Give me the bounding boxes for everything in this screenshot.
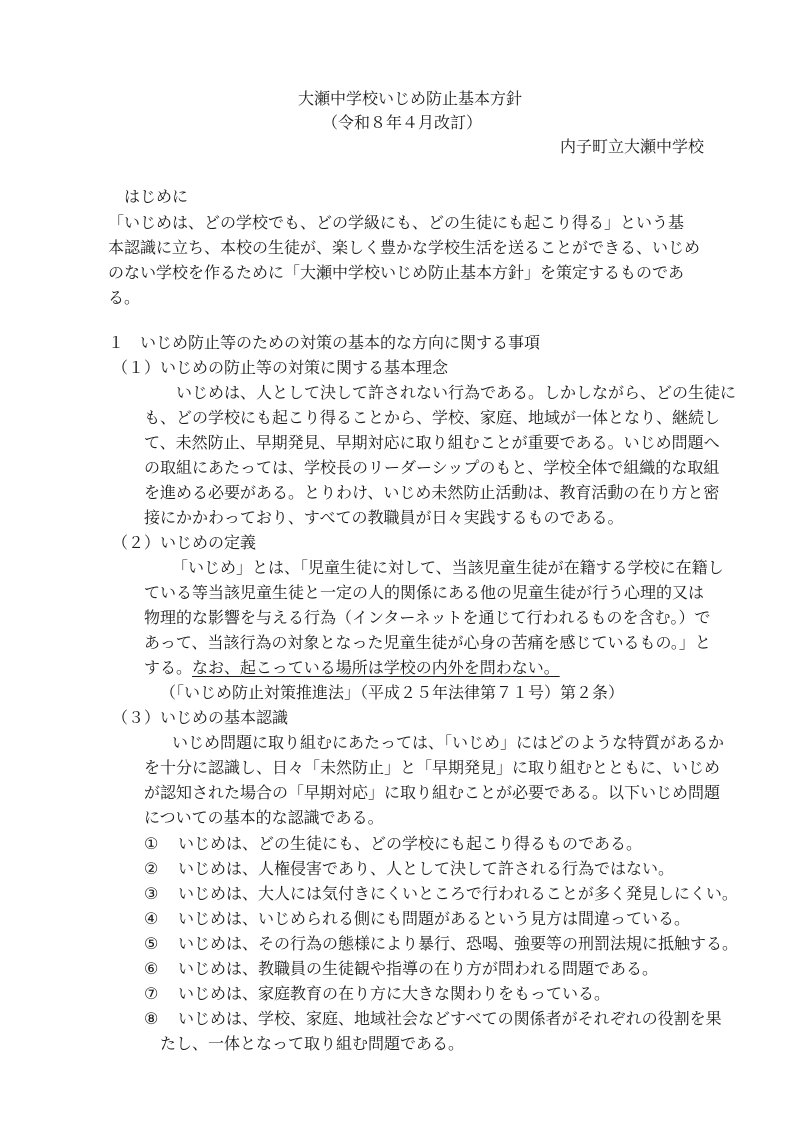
subsection-3-line: が認知された場合の「早期対応」に取り組むことが必要である。以下いじめ問題	[144, 783, 721, 802]
subsection-2-heading: （２）いじめの定義	[112, 533, 257, 552]
subsection-3-heading: （３）いじめの基本認識	[112, 708, 289, 727]
subsection-3-line: いじめ問題に取り組むにあたっては、「いじめ」にはどのような特質があるか	[172, 733, 725, 752]
subsection-2-line-end: する。	[144, 658, 193, 677]
list-item-number: ⑧	[144, 1009, 159, 1028]
list-item-text: いじめは、その行為の態様により暴行、恐喝、強要等の刑罰法規に抵触する。	[178, 934, 739, 953]
list-item-text: いじめは、大人には気付きにくいところで行われることが多く発見しにくい。	[178, 884, 738, 903]
list-item-text: いじめは、家庭教育の在り方に大きな関わりをもっている。	[178, 984, 611, 1003]
intro-line: 「いじめは、どの学校でも、どの学級にも、どの生徒にも起こり得る」という基	[108, 213, 685, 232]
section-1-heading: １ いじめ防止等のための対策の基本的な方向に関する事項	[108, 333, 541, 352]
subsection-2-line: 「いじめ」とは、「児童生徒に対して、当該児童生徒が在籍する学校に在籍し	[172, 558, 724, 577]
list-item	[144, 933, 738, 955]
list-item-number: ④	[144, 909, 159, 928]
list-item	[144, 883, 738, 905]
subsection-1-line: も、どの学校にも起こり得ることから、学校、家庭、地域が一体となり、継続し	[144, 408, 721, 427]
list-item-text: いじめは、学校、家庭、地域社会などすべての関係者がそれぞれの役割を果	[178, 1009, 722, 1028]
list-item-continuation: たし、一体となって取り組む問題である。	[160, 1034, 465, 1053]
list-item	[144, 1008, 722, 1030]
subsection-2-line: ている等当該児童生徒と一定の人的関係にある他の児童生徒が行う心理的又は	[144, 583, 705, 602]
intro-line: る。	[108, 288, 141, 307]
subsection-1-line: の取組にあたっては、学校長のリーダーシップのもと、学校全体で組織的な取組	[144, 458, 720, 477]
list-item-text: いじめは、どの生徒にも、どの学校にも起こり得るものである。	[178, 834, 643, 853]
underlined-note: なお、起こっている場所は学校の内外を問わない。	[192, 658, 560, 677]
list-item	[144, 858, 674, 880]
revision-date: （令和８年４月改訂）	[322, 113, 483, 132]
school-name: 内子町立大瀬中学校	[560, 137, 705, 156]
intro-heading: はじめに	[124, 187, 189, 206]
list-item	[144, 908, 690, 930]
intro-line: のない学校を作るために「大瀬中学校いじめ防止基本方針」を策定するものであ	[108, 263, 685, 282]
list-item-number: ①	[144, 834, 159, 853]
list-item-text: いじめは、いじめられる側にも問題があるという見方は間違っている。	[178, 909, 691, 928]
list-item-number: ⑦	[144, 984, 159, 1003]
subsection-2-line	[144, 657, 560, 679]
subsection-1-line: を進める必要がある。とりわけ、いじめ未然防止活動は、教育活動の在り方と密	[144, 483, 720, 502]
subsection-2-line: 物理的な影響を与える行為（インターネットを通じて行われるものを含む。）で	[144, 608, 711, 627]
list-item-number: ⑥	[144, 959, 159, 978]
list-item-number: ②	[144, 859, 159, 878]
subsection-3-line: についての基本的な認識である。	[144, 808, 384, 827]
list-item-number: ⑤	[144, 934, 159, 953]
list-item-text: いじめは、教職員の生徒観や指導の在り方が問われる問題である。	[178, 959, 659, 978]
subsection-1-heading: （１）いじめの防止等の対策に関する基本理念	[112, 358, 449, 377]
subsection-3-line: を十分に認識し、日々「未然防止」と「早期発見」に取り組むとともに、いじめ	[144, 758, 721, 777]
intro-line: 本認識に立ち、本校の生徒が、楽しく豊かな学校生活を送ることができる、いじめ	[108, 238, 701, 257]
list-item	[144, 833, 642, 855]
document-title: 大瀬中学校いじめ防止基本方針	[298, 89, 523, 108]
list-item	[144, 958, 658, 980]
subsection-2-line: あって、当該行為の対象となった児童生徒が心身の苦痛を感じているもの。」と	[144, 633, 711, 652]
law-citation: （「いじめ防止対策推進法」（平成２５年法律第７１号）第２条）	[160, 683, 625, 702]
list-item-text: いじめは、人権侵害であり、人として決して許される行為ではない。	[178, 859, 675, 878]
list-item-number: ③	[144, 884, 159, 903]
subsection-1-line: いじめは、人として決して許されない行為である。しかしながら、どの生徒に	[176, 383, 737, 402]
subsection-1-line: て、未然防止、早期発見、早期対応に取り組むことが重要である。いじめ問題へ	[144, 433, 720, 452]
subsection-1-line: 接にかかわっており、すべての教職員が日々実践するものである。	[144, 508, 624, 527]
list-item	[144, 983, 610, 1005]
